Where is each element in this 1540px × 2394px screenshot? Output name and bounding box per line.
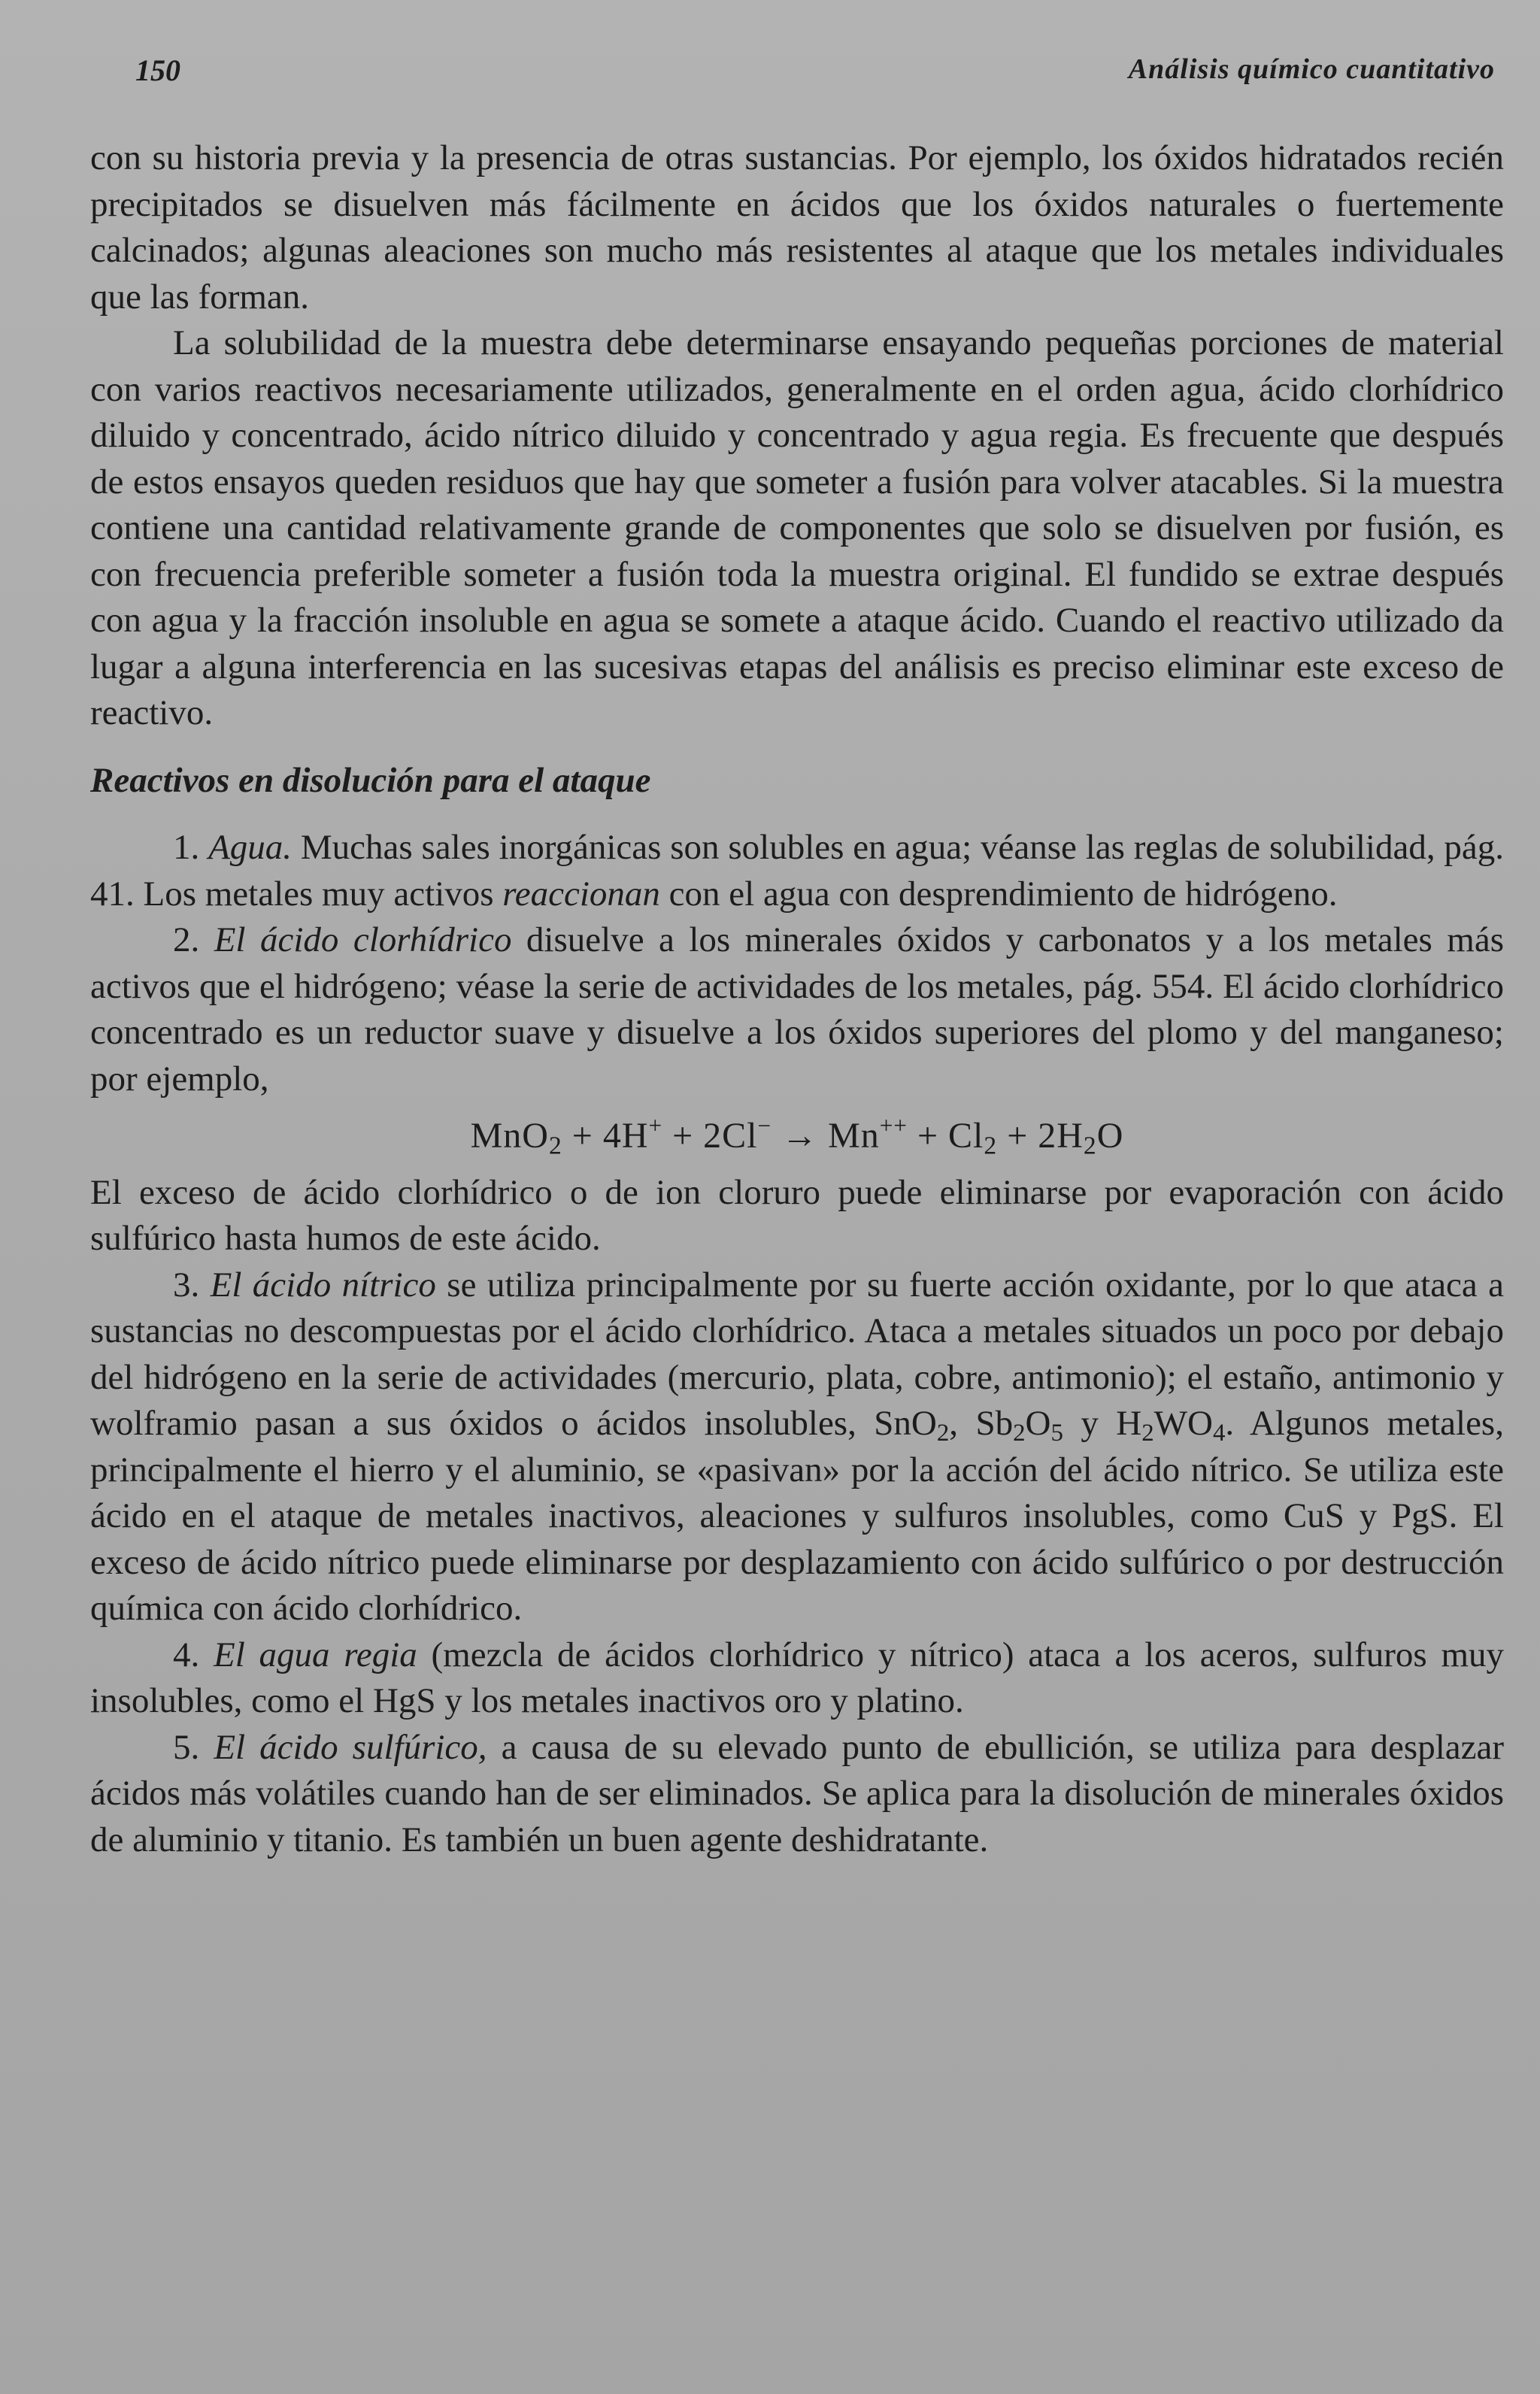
equation-superscript: +	[648, 1112, 663, 1139]
formula-subscript: 4	[1212, 1420, 1226, 1447]
item-hydrochloric-acid	[90, 917, 1504, 1102]
item-aqua-regia	[90, 1632, 1504, 1725]
equation-term: MnO	[470, 1116, 549, 1156]
equation-subscript: 2	[984, 1132, 998, 1160]
item-title: El agua regia	[214, 1635, 417, 1674]
equation-subscript: 2	[1083, 1132, 1097, 1160]
item-emphasis: reaccionan	[502, 874, 660, 914]
formula-part: Sb	[975, 1404, 1014, 1443]
paragraph-chloride-excess: El exceso de ácido clorhídrico o de ion cloruro puede eliminarse por evaporación con ácido sulfúrico hasta humos de este ácido.	[90, 1172, 1504, 1258]
equation-term: + Cl	[907, 1116, 984, 1156]
item-text: a causa de su elevado punto de ebullición, se utiliza para desplazar ácidos más volátiles cuando han de ser eliminados. Se aplica para la disolución de minerales óxidos de aluminio y titanio. Es también un buen agente deshidratante.	[90, 1727, 1504, 1859]
equation-term: + 2H	[997, 1116, 1084, 1156]
page-number: 150	[135, 53, 180, 87]
item-water	[90, 825, 1504, 917]
formula-part: O	[1025, 1404, 1051, 1443]
body-text	[90, 135, 1504, 1863]
equation-term: + 2Cl	[662, 1116, 758, 1156]
item-text: (mezcla de ácidos clorhídrico y nítrico) ataca a los aceros, sulfuros muy insolubles, como el HgS y los metales inactivos oro y platino.	[90, 1635, 1505, 1720]
paragraph-solubility: La solubilidad de la muestra debe determinarse ensayando pequeñas porciones de material con varios reactivos necesariamente utilizados, generalmente en el orden agua, ácido clorhídrico diluido y concentrado, ácido nítrico diluido y concentrado y agua regia. Es frecuente que después de estos ensayos queden residuos que hay que someter a fusión para volver atacables. Si la muestra contiene una cantidad relativamente grande de componentes que solo se disuelven por fusión, es con frecuencia preferible someter a fusión toda la muestra original. El fundido se extrae después con agua y la fracción insoluble en agua se somete a ataque ácido. Cuando el reactivo utilizado da lugar a alguna interferencia en las sucesivas etapas del análisis es preciso eliminar este exceso de reactivo.	[90, 323, 1504, 732]
page-header	[135, 53, 1495, 105]
item-number: 2.	[173, 920, 200, 959]
formula-subscript: 5	[1050, 1420, 1063, 1447]
formula-subscript: 2	[936, 1420, 950, 1447]
item-text: Muchas sales inorgánicas son solubles en agua; véanse las reglas de solubilidad, pág. 41. Los metales muy activos	[90, 828, 1505, 914]
item-title: El ácido clorhídrico	[214, 920, 512, 959]
equation-subscript: 2	[548, 1132, 562, 1160]
item-number: 3.	[173, 1265, 200, 1305]
equation-superscript: ++	[879, 1112, 908, 1139]
item-number: 5.	[173, 1727, 200, 1767]
equation-term: O	[1096, 1116, 1124, 1156]
item-title: El ácido sulfúrico,	[214, 1727, 487, 1767]
item-number: 1.	[173, 828, 200, 867]
equation-term: + 4H	[562, 1116, 649, 1156]
equation-term: → Mn	[772, 1116, 880, 1156]
equation-superscript: −	[757, 1112, 772, 1139]
formula-subscript: 2	[1141, 1420, 1154, 1447]
item-text: disuelve a los minerales óxidos y carbonatos y a los metales más activos que el hidrógeno; véase la serie de actividades de los metales, pág. 554. El ácido clorhídrico concentrado es un reductor suave y disuelve a los óxidos superiores del plomo y del manganeso; por ejemplo,	[90, 920, 1504, 1099]
item-title: El ácido nítrico	[210, 1265, 436, 1305]
formula-part: WO	[1153, 1404, 1213, 1443]
section-title: Reactivos en disolución para el ataque	[90, 760, 651, 800]
item-text: . Algunos metales, principalmente el hierro y el aluminio, se «pasivan» por la acción del ácido nítrico. Se utiliza este ácido en el ataque de metales inactivos, aleaciones y sulfuros insolubles, como CuS y PgS. El exceso de ácido nítrico puede eliminarse por desplazamiento con ácido sulfúrico o por destrucción química con ácido clorhídrico.	[90, 1404, 1504, 1628]
item-sulfuric-acid	[90, 1725, 1504, 1864]
item-nitric-acid	[90, 1262, 1504, 1632]
chemical-equation	[90, 1113, 1504, 1159]
chemical-formulas	[874, 1404, 1226, 1447]
formula-part: SnO	[874, 1404, 937, 1443]
item-text: con el agua con desprendimiento de hidrógeno.	[659, 874, 1338, 914]
item-number: 4.	[173, 1635, 200, 1674]
formula-part: y H	[1063, 1404, 1142, 1443]
formula-subscript: 2	[1013, 1420, 1026, 1447]
item-text: se utiliza principalmente por su fuerte acción oxidante, por lo que ataca a sustancias no descompuestas por el ácido clorhídrico. Ataca a metales situados un poco por debajo del hidrógeno en la serie de actividades (mercurio, plata, cobre, antimonio); el estaño, antimonio y wolframio pasan a sus óxidos o ácidos insolubles,	[90, 1265, 1505, 1443]
item-title: Agua.	[208, 828, 293, 867]
running-head: Análisis químico cuantitativo	[1128, 53, 1495, 85]
paragraph-intro-continuation: con su historia previa y la presencia de otras sustancias. Por ejemplo, los óxidos hidratados recién precipitados se disuelven más fácilmente en ácidos que los óxidos naturales o fuertemente calcinados; algunas aleaciones son mucho más resistentes al ataque que los metales individuales que las forman.	[90, 138, 1504, 317]
formula-separator: ,	[949, 1404, 976, 1443]
